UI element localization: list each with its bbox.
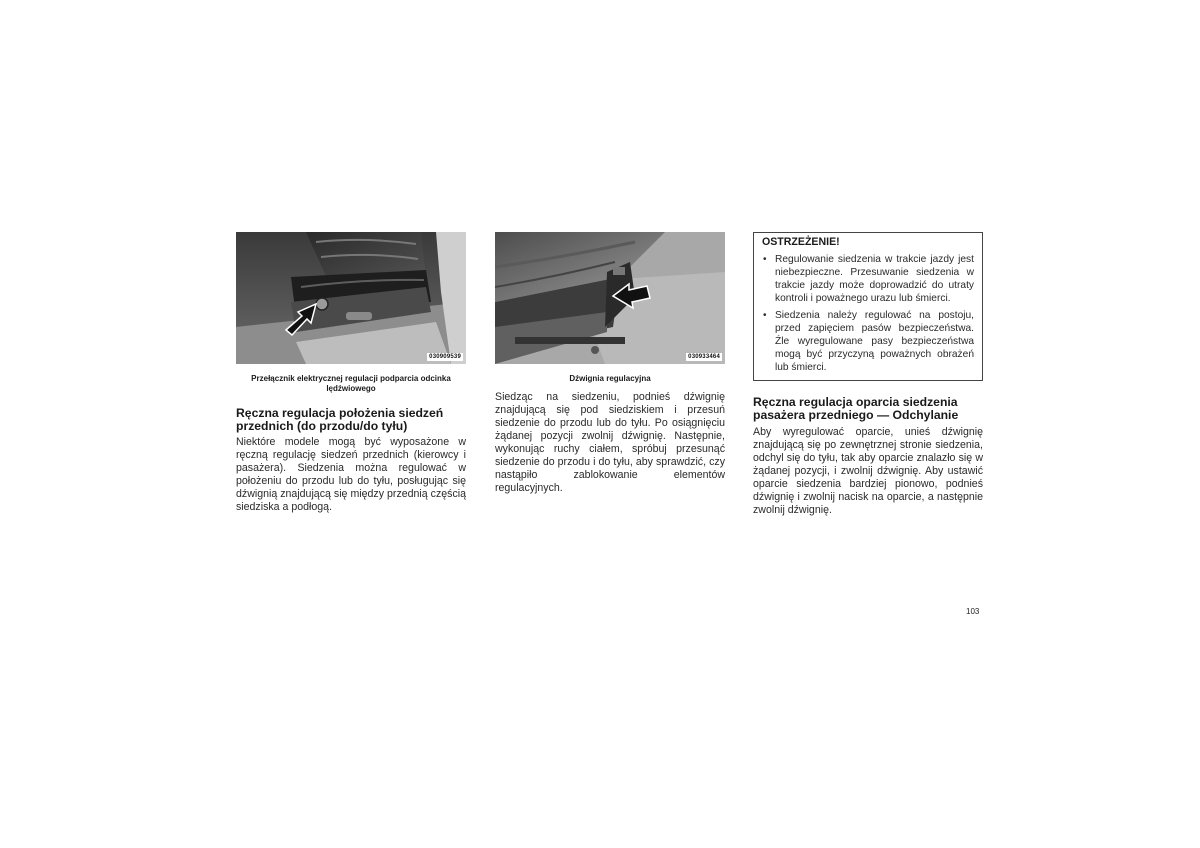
photo-lumbar-switch	[236, 232, 466, 364]
warning-list	[762, 253, 974, 374]
page-number: 103	[966, 607, 980, 616]
body-paragraph: Niektóre modele mogą być wyposażone w ręczną regulację siedzeń przednich (kierowcy i pasażera). Siedzenia można regulować w położeniu do przodu lub do tyłu, posługując się dźwignią znajdującą się między przednią częścią siedziska a podłogą.	[236, 436, 466, 513]
warning-item: • Regulowanie siedzenia w trakcie jazdy jest niebezpieczne. Przesuwanie siedzenia w trakcie jazdy może doprowadzić do utraty kontroli i poważnego urazu lub śmierci.	[762, 253, 974, 305]
warning-item: • Siedzenia należy regulować na postoju, przed zapięciem pasów bezpieczeństwa. Źle wyregulowane pasy bezpieczeństwa mogą być przyczyną poważnych obrażeń lub śmierci.	[762, 309, 974, 374]
section-heading: Ręczna regulacja położenia siedzeń przednich (do przodu/do tyłu)	[236, 406, 444, 433]
warning-title: OSTRZEŻENIE!	[762, 236, 840, 248]
section-heading: Ręczna regulacja oparcia siedzenia pasażera przedniego — Odchylanie	[753, 395, 959, 422]
figure-code: 030909539	[429, 354, 461, 360]
photo-adjustment-lever	[495, 232, 725, 364]
warning-box	[753, 232, 983, 381]
figure-code: 030933464	[688, 354, 720, 360]
body-paragraph: Siedząc na siedzeniu, podnieś dźwignię znajdującą się pod siedziskiem i przesuń siedzenie do przodu lub do tyłu. Po osiągnięciu żądanej pozycji zwolnij dźwignię. Następnie, wykonując ruchy ciałem, spróbuj przesunąć siedzenie do przodu i do tyłu, aby sprawdzić, czy nastąpiło zablokowanie elementów regulacyjnych.	[495, 391, 725, 494]
figure-caption: Przełącznik elektrycznej regulacji podparcia odcinka lędźwiowego	[251, 374, 451, 393]
seat-photo-illustration	[236, 232, 466, 364]
figure-caption: Dźwignia regulacyjna	[569, 374, 651, 383]
body-paragraph: Aby wyregulować oparcie, unieś dźwignię znajdującą się po zewnętrznej stronie siedzenia, odchyl się do tyłu, tak aby oparcie znalazło się w żądanej pozycji, i zwolnij dźwignię. Aby ustawić oparcie siedzenia bardziej pionowo, podnieś dźwignię i zwolnij nacisk na oparcie, a następnie zwolnij dźwignię.	[753, 426, 983, 516]
lever-photo-illustration	[495, 232, 725, 364]
